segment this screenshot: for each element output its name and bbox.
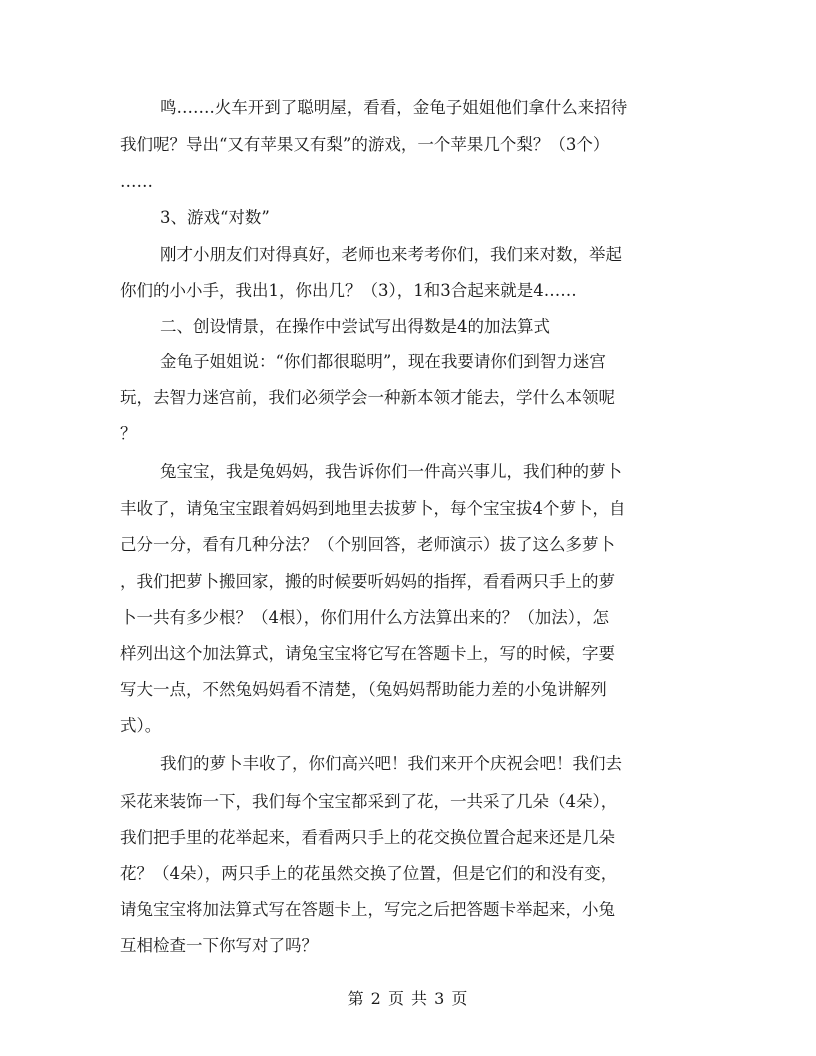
text-line: 你们的小小手，我出1，你出几？（3），1和3合起来就是4…… bbox=[120, 281, 577, 300]
text-line: 我们把手里的花举起来，看看两只手上的花交换位置合起来还是几朵 bbox=[120, 828, 615, 847]
text-line: …… bbox=[120, 172, 153, 191]
text-line: 样列出这个加法算式，请兔宝宝将它写在答题卡上，写的时候，字要 bbox=[120, 644, 615, 663]
text-line: 请兔宝宝将加法算式写在答题卡上，写完之后把答题卡举起来，小兔 bbox=[120, 900, 615, 919]
text-line: 卜一共有多少根？（4根），你们用什么方法算出来的？（加法），怎 bbox=[120, 608, 609, 627]
text-line: 鸣…….火车开到了聪明屋，看看，金龟子姐姐他们拿什么来招待 bbox=[160, 98, 628, 117]
text-line: 丰收了，请兔宝宝跟着妈妈到地里去拔萝卜，每个宝宝拔4个萝卜，自 bbox=[120, 499, 626, 518]
text-line: 花？（4朵），两只手上的花虽然交换了位置，但是它们的和没有变， bbox=[120, 864, 618, 883]
text-line: 采花来装饰一下，我们每个宝宝都采到了花，一共采了几朵（4朵）， bbox=[120, 792, 618, 811]
text-line: 我们的萝卜丰收了，你们高兴吧！我们来开个庆祝会吧！我们去 bbox=[160, 754, 622, 773]
text-line: 刚才小朋友们对得真好，老师也来考考你们，我们来对数，举起 bbox=[160, 245, 622, 264]
text-line: 兔宝宝，我是兔妈妈，我告诉你们一件高兴事儿，我们种的萝卜 bbox=[160, 462, 622, 481]
page-footer: 第 2 页 共 3 页 bbox=[347, 989, 469, 1008]
section-heading: 二、创设情景，在操作中尝试写出得数是4的加法算式 bbox=[160, 317, 550, 336]
text-line: 金龟子姐姐说：“你们都很聪明”，现在我要请你们到智力迷宫 bbox=[160, 352, 606, 371]
text-line: 式）。 bbox=[120, 716, 162, 735]
text-line: ，我们把萝卜搬回家，搬的时候要听妈妈的指挥，看看两只手上的萝 bbox=[120, 572, 615, 591]
section-heading: 3、游戏“对数” bbox=[160, 208, 270, 227]
text-line: 玩，去智力迷宫前，我们必须学会一种新本领才能去，学什么本领呢 bbox=[120, 388, 615, 407]
text-line: 我们呢？导出“又有苹果又有梨”的游戏，一个苹果几个梨？（3个） bbox=[120, 135, 610, 154]
text-line: ？ bbox=[120, 424, 137, 443]
text-line: 己分一分，看有几种分法？（个别回答，老师演示）拔了这么多萝卜 bbox=[120, 535, 615, 554]
text-line: 写大一点，不然兔妈妈看不清楚，（兔妈妈帮助能力差的小兔讲解列 bbox=[120, 680, 607, 699]
text-line: 互相检查一下你写对了吗？ bbox=[120, 936, 318, 955]
